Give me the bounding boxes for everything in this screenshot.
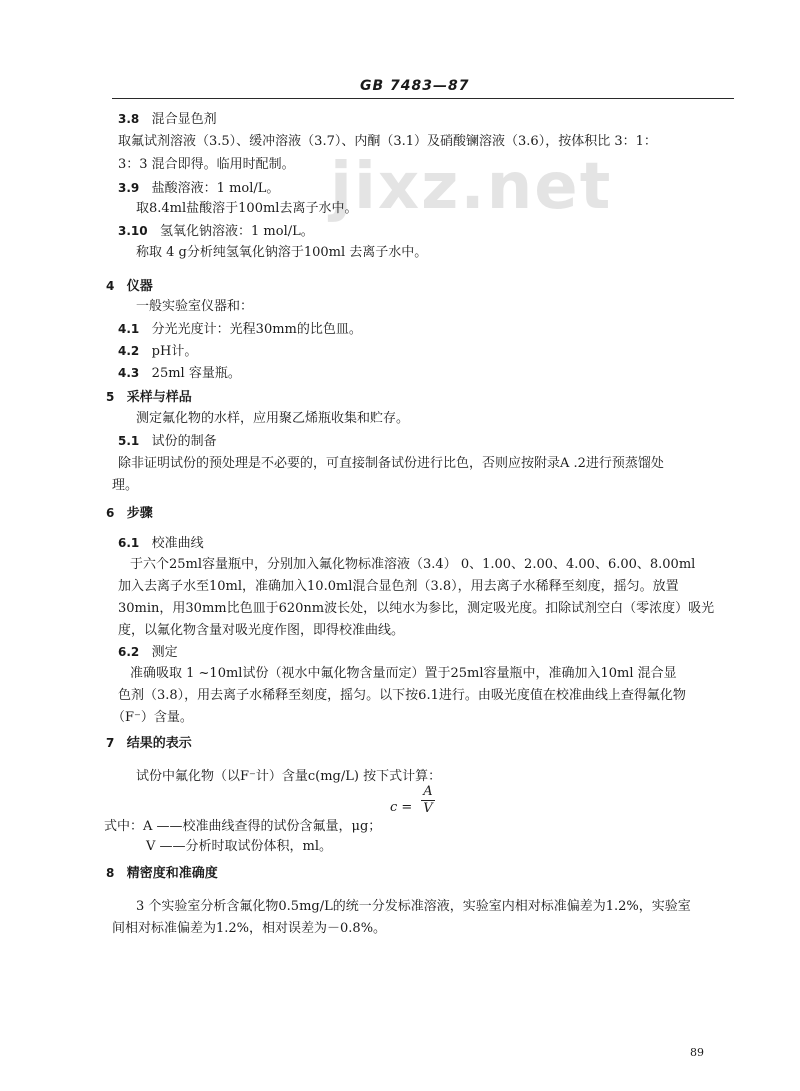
formula-fraction: [418, 784, 438, 817]
item-text: 分光光度计：光程30mm的比色皿。: [151, 322, 362, 337]
formula-numerator: A: [423, 784, 433, 799]
section-number: 6.2: [118, 645, 140, 659]
section-5-heading: [106, 386, 192, 409]
list-item-4-1: [118, 318, 362, 341]
section-title: 精密度和准确度: [126, 866, 218, 881]
section-title: 混合显色剂: [151, 112, 217, 127]
formula-denominator: V: [423, 801, 433, 816]
formula-lhs: c =: [390, 800, 413, 815]
paragraph-line: 色剂（3.8），用去离子水稀释至刻度，摇匀。以下按6.1进行。由吸光度值在校准曲线上查得氟化物: [118, 688, 686, 703]
section-number: 3.9: [118, 181, 140, 195]
section-8-heading: [106, 862, 218, 885]
item-text: 25ml 容量瓶。: [151, 366, 241, 381]
section-number: 3.8: [118, 112, 140, 126]
section-title: 盐酸溶液：1 mol/L。: [151, 181, 280, 196]
section-3-10-heading: [118, 220, 314, 243]
paragraph-line: 3 个实验室分析含氟化物0.5mg/L的统一分发标准溶液，实验室内相对标准偏差为1.2%，实验室: [136, 899, 691, 914]
section-number: 5.1: [118, 434, 140, 448]
paragraph-line: 除非证明试份的预处理是不必要的，可直接制备试份进行比色，否则应按附录A .2进行预蒸馏处: [118, 456, 664, 471]
section-number: 6: [106, 506, 115, 520]
list-item-4-3: [118, 362, 241, 385]
paragraph-line: V ——分析时取试份体积，ml。: [146, 839, 333, 854]
list-item-4-2: [118, 340, 197, 363]
paragraph-line: 3：3 混合即得。临用时配制。: [118, 157, 295, 172]
section-6-heading: [106, 502, 153, 525]
section-title: 试份的制备: [151, 434, 217, 449]
item-number: 4.2: [118, 344, 140, 358]
paragraph-line: 间相对标准偏差为1.2%，相对误差为－0.8%。: [112, 921, 387, 936]
section-title: 氢氧化钠溶液：1 mol/L。: [160, 224, 314, 239]
section-6-2-heading: [118, 641, 178, 664]
section-title: 结果的表示: [126, 736, 192, 751]
section-4-heading: [106, 275, 153, 298]
paragraph-line: 取8.4ml盐酸溶于100ml去离子水中。: [136, 201, 358, 216]
paragraph-line: 30min，用30mm比色皿于620nm波长处，以纯水为参比，测定吸光度。扣除试剂空白（零浓度）吸光: [118, 601, 715, 616]
section-title: 校准曲线: [151, 536, 204, 551]
paragraph-line: 式中：A ——校准曲线查得的试份含氟量，μg；: [104, 819, 382, 834]
section-number: 5: [106, 390, 115, 404]
paragraph-line: 于六个25ml容量瓶中，分别加入氟化物标准溶液（3.4） 0、1.00、2.00、4.00、6.00、8.00ml: [130, 557, 696, 572]
paragraph-line: 取氟试剂溶液（3.5）、缓冲溶液（3.7）、内酮（3.1）及硝酸镧溶液（3.6），按体积比 3：1：: [118, 134, 657, 149]
paragraph-line: 一般实验室仪器和：: [136, 299, 254, 314]
section-title: 采样与样品: [126, 390, 192, 405]
header-rule: [112, 98, 734, 99]
section-number: 8: [106, 866, 115, 880]
section-3-8-heading: [118, 108, 217, 131]
paragraph-line: 度，以氟化物含量对吸光度作图，即得校准曲线。: [118, 623, 405, 638]
item-text: pH计。: [151, 344, 198, 359]
watermark: jixz.net: [330, 150, 613, 224]
section-title: 步骤: [126, 506, 153, 521]
section-number: 7: [106, 736, 115, 750]
section-6-1-heading: [118, 532, 204, 555]
paragraph-line: （F⁻）含量。: [112, 710, 193, 725]
paragraph-line: 理。: [112, 478, 139, 493]
page-number: 89: [690, 1046, 704, 1059]
paragraph-line: 准确吸取 1 ~10ml试份（视水中氟化物含量而定）置于25ml容量瓶中，准确加入10ml 混合显: [130, 666, 677, 681]
section-number: 3.10: [118, 224, 148, 238]
section-number: 6.1: [118, 536, 140, 550]
section-3-9-heading: [118, 177, 279, 200]
document-header-code: GB 7483—87: [360, 78, 470, 94]
section-5-1-heading: [118, 430, 217, 453]
section-7-heading: [106, 732, 192, 755]
section-title: 测定: [151, 645, 178, 660]
paragraph-line: 称取 4 g分析纯氢氧化钠溶于100ml 去离子水中。: [136, 245, 428, 260]
paragraph-line: 加入去离子水至10ml，准确加入10.0ml混合显色剂（3.8），用去离子水稀释至刻度，摇匀。放置: [118, 579, 679, 594]
paragraph-line: 测定氟化物的水样，应用聚乙烯瓶收集和贮存。: [136, 411, 410, 426]
section-title: 仪器: [126, 279, 153, 294]
paragraph-line: 试份中氟化物（以F⁻计）含量c(mg/L) 按下式计算：: [136, 769, 442, 784]
section-number: 4: [106, 279, 115, 293]
item-number: 4.1: [118, 322, 140, 336]
item-number: 4.3: [118, 366, 140, 380]
